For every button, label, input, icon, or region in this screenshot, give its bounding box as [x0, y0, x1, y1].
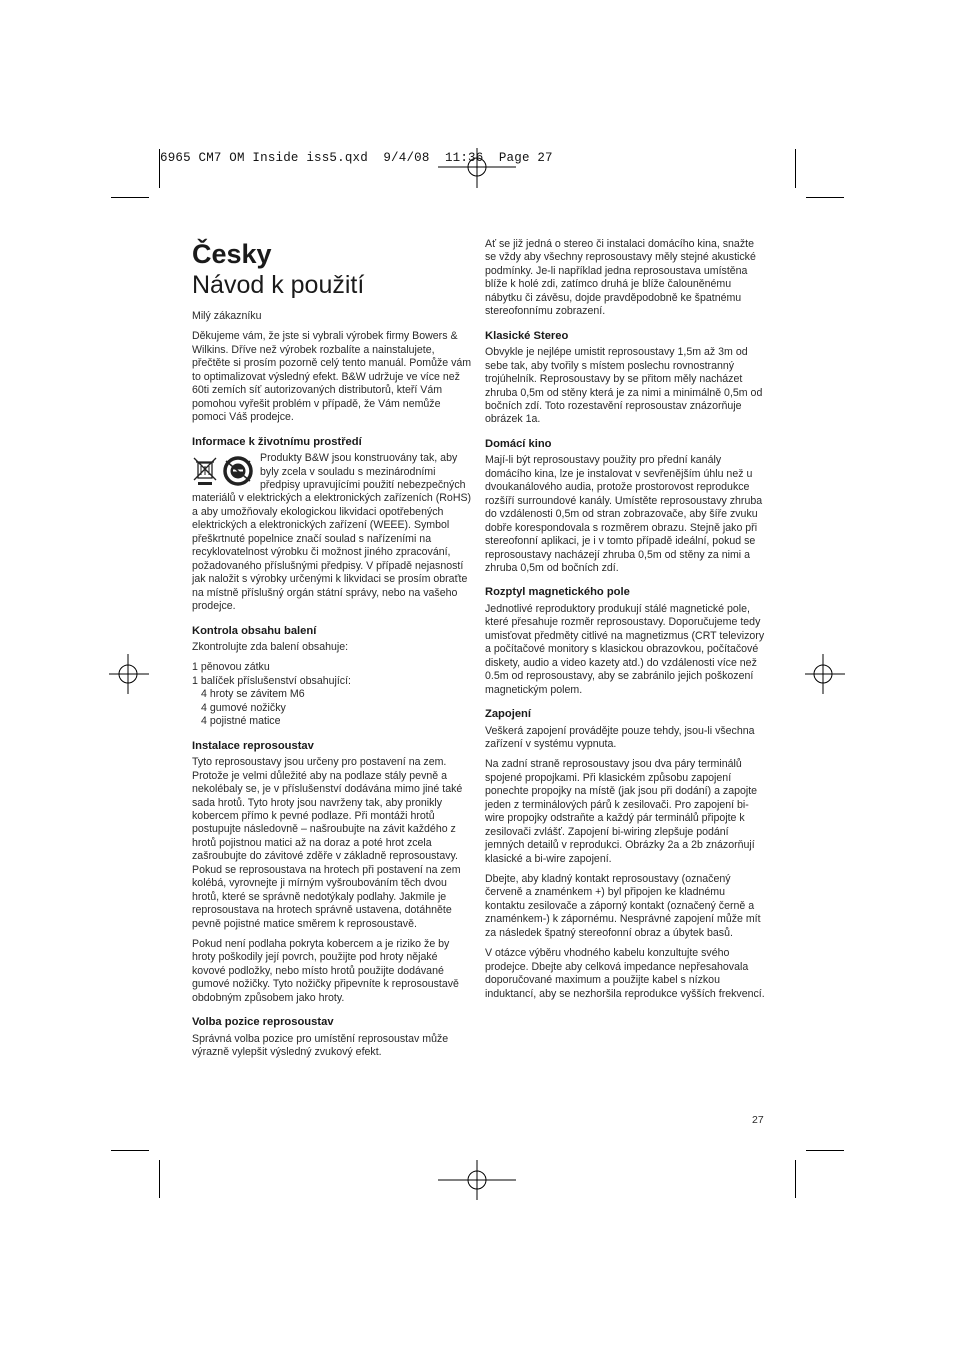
rohs-e-icon: [222, 456, 254, 486]
installation-paragraph: Tyto reprosoustavy jsou určeny pro postavení na zem. Protože je velmi důležité aby na podlaze stály pevně a nekolébaly se, je v příslušenství dodávána mimo jiné také sada hrotů. Tyto hroty jsou navrženy tak, aby pronikly kobercem přímo k pevné podlaze. Při montáži hrotů postupujte následovně – našroubujte na závit každého z hrotů pojistnou matici až na doraz a poté hrot zcela zašroubujte do závitové zděře v základně reprosoustavy. Pokud se reprosoustava na hrotech při postavení na zem kolébá, vyrovnejte ji mírným vyšroubováním těch dvou hrotů, které se správně nedotýkaly podlahy. Jakmile je reprosoustava na hrotech správně ustavena, dotáhněte pevně pojistné matice směrem k reprosoustavě.: [192, 756, 463, 930]
crop-mark: [111, 1150, 149, 1151]
contents-list: [192, 661, 472, 728]
section-heading-installation: Instalace reprosoustav: [192, 739, 314, 752]
section-heading-contents: Kontrola obsahu balení: [192, 624, 317, 637]
section-heading-position: Volba pozice reprosoustav: [192, 1016, 334, 1029]
installation-paragraph: Pokud není podlaha pokryta kobercem a je riziko že by hroty poškodily její povrch, použijte pod hroty nějaké kovové podložky, nebo místo hrotů použijte dodávané gumové nožičky. Tyto nožičky připevníte k reprosoustavě obdobným způsobem jako hroty.: [192, 938, 459, 1004]
print-slug: 6965 CM7 OM Inside iss5.qxd 9/4/08 11:36 Page 27: [160, 151, 553, 165]
list-item: 1 balíček příslušenství obsahující:: [192, 674, 351, 687]
registration-mark-icon: [438, 1160, 516, 1200]
section-heading-environment: Informace k životnímu prostředí: [192, 435, 362, 448]
crop-mark: [795, 1160, 796, 1198]
position-paragraph: Ať se již jedná o stereo či instalaci domácího kina, snažte se vždy aby všechny reprosoustavy měly stejné akustické podmínky. Je-li například jedna reprosoustava umístěna blíže k holé zdi, zatímco druhá je blíže čalouněnému nábytku či závěsu, dojde pravděpodobně ke špatnému stereofonnímu zobrazení.: [485, 238, 756, 318]
list-subitem: 4 gumové nožičky: [201, 701, 286, 714]
crossed-bin-icon: [192, 456, 218, 486]
connection-paragraph: V otázce výběru vhodného kabelu konzultujte svého prodejce. Dbejte aby celková impedance nepřesahovala doporučované maximum a použijte kabel s nízkou induktancí, aby se nezhoršila reprodukce vyšších frekvencí.: [485, 947, 765, 1000]
contents-intro: Zkontrolujte zda balení obsahuje:: [192, 640, 349, 653]
crop-mark: [795, 149, 796, 188]
environment-symbols: [192, 456, 256, 488]
list-subitem: 4 hroty se závitem M6: [201, 688, 305, 701]
crop-mark: [159, 1160, 160, 1198]
left-column: [192, 238, 472, 1067]
environment-paragraph: Produkty B&W jsou konstruovány tak, aby byly zcela v souladu s mezinárodními předpisy upravujícími použití nebezpečných materiálů v elektrických a elektronických zařízeních (RoHS) a aby umožňovaly ekologickou likvidaci opotřebených elektrických a elektronických zařízení (WEEE). Symbol přeškrtnuté popelnice značí soulad s nařízeními na recyklovatelnost výrobku či možnost jiného zpracování, požadovaného příslušnými předpisy. V případě nejasností jak naložit s výrobky určenými k likvidaci se prosím obraťte na místně příslušný orgán státní správy, nebo na vašeho prodejce.: [192, 452, 472, 613]
registration-mark-icon: [109, 654, 149, 694]
position-paragraph: Správná volba pozice pro umístění reprosoustav může výrazně vylepšit výsledný zvukový efekt.: [192, 1032, 449, 1059]
list-subitem: 4 pojistné matice: [201, 715, 281, 728]
home-cinema-paragraph: Mají-li být reprosoustavy použity pro přední kanály domácího kina, lze je instalovat v sevřenějším úhlu než u dvoukanálového audia, protože prostorovost reprodukce rozšíří surroundové kanály. Umístěte reprosoustavy zhruba do vzdálenosti 0,5m od stran zobrazovače, aby šíře zvuku dobře korespondovala s rozměrem obrazu. Stejně jako při stereofonní aplikaci, je i v tomto případě ideální, pokud se reprosoustavy nacházejí zhruba 0,5m od stěny za nimi a zhruba 0,5m od bočních zdí.: [485, 454, 763, 574]
page-title: Česky: [192, 239, 272, 269]
connection-paragraph: Dbejte, aby kladný kontakt reprosoustavy (označený červeně a znaménkem +) byl připojen ke kladnému kontaktu zesilovače a záporný kontakt (označený černě a znaménkem-) k zápornému. Nesprávné zapojení může mít za následek špatný stereofonní obraz a úbytek basů.: [485, 873, 761, 939]
intro-paragraph: Děkujeme vám, že jste si vybrali výrobek firmy Bowers & Wilkins. Dříve než výrobek rozbalíte a nainstalujete, přečtěte si prosím pozorně celý tento manuál. Pomůže vám to optimalizovat výsledný efekt. B&W udržuje ve více než 60ti zemích síť autorizovaných distributorů, kteří Vám pomohou vyřešit problém v případě, že Vám nemůže pomoci Váš prodejce.: [192, 330, 472, 424]
section-heading-connection: Zapojení: [485, 708, 531, 721]
connection-paragraph: Na zadní straně reprosoustavy jsou dva páry terminálů spojené propojkami. Při klasickém způsobu zapojení ponechte propojky na místě (jak jsou při dodání) a zapojte jeden z terminálových párů k zesilovači. Pro zapojení bi-wire propojky odstraňte a každý pár terminálů připojte k zesilovači zvlášť. Zapojení bi-wiring zlepšuje podání jemných detailů v reprodukci. Obrázky 2a a 2b znázorňují klasické a bi-wire zapojení.: [485, 758, 758, 865]
crop-mark: [806, 1150, 844, 1151]
greeting: Milý zákazníku: [192, 310, 262, 322]
registration-mark-icon: [805, 654, 845, 694]
connection-paragraph: Veškerá zapojení provádějte pouze tehdy, jsou-li všechna zařízení v systému vypnuta.: [485, 724, 755, 750]
section-heading-home-cinema: Domácí kino: [485, 437, 552, 450]
stereo-paragraph: Obvykle je nejlépe umistit reprosoustavy 1,5m až 3m od sebe tak, aby tvořily s místem poslechu rovnostranný trojúhelník. Reprosoustavy by se přitom měly nacházet zhruba 0,5m od stěny která je za nimi a minimálně 0,5m od bočních zdí. Toto rozestavění reprosoustav znázorňuje obrázek 1a.: [485, 346, 763, 426]
right-column: [485, 238, 767, 1008]
crop-mark: [806, 197, 844, 198]
magnetic-paragraph: Jednotlivé reproduktory produkují stálé magnetické pole, které přesahuje rozměr reprosoustavy. Doporučujeme tedy umisťovat předměty citlivé na magnetizmus (CRT televizory a počítačové monitory s klasickou obrazovkou, počítačové diskety, audio a video kazety atd.) do vzdálenosti více než 0.5m od reprosoustavy, aby se zabránilo jejich poškození magnetickým polem.: [485, 602, 765, 696]
section-heading-magnetic: Rozptyl magnetického pole: [485, 586, 630, 599]
page-number: 27: [752, 1114, 764, 1126]
page-subtitle: Návod k použití: [192, 271, 365, 299]
list-item: 1 pěnovou zátku: [192, 661, 270, 674]
crop-mark: [111, 197, 149, 198]
section-heading-stereo: Klasické Stereo: [485, 329, 569, 342]
